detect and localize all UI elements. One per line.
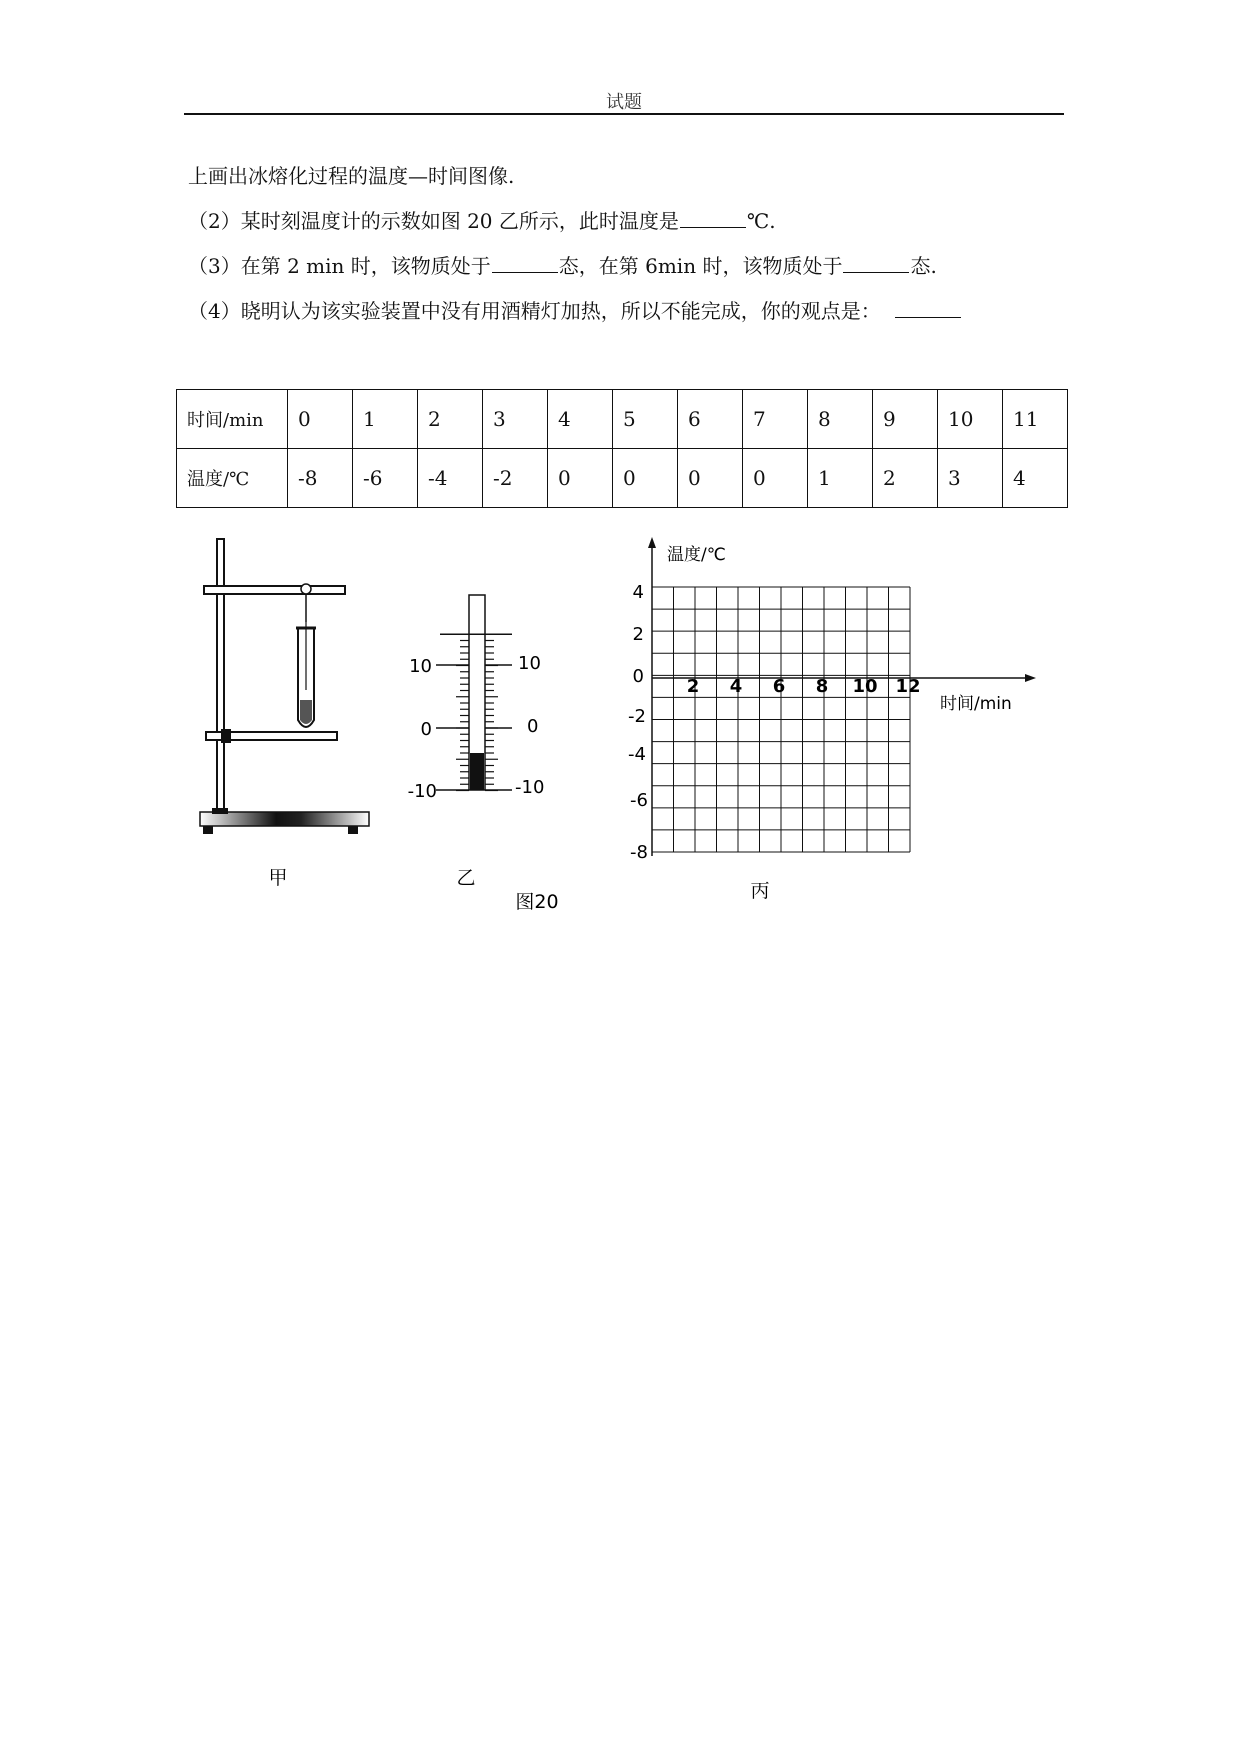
table-cell: -2 <box>483 449 548 508</box>
question-2-text: （2）某时刻温度计的示数如图 20 乙所示，此时温度是 <box>188 209 679 233</box>
clamp-knob <box>221 729 231 743</box>
table-cell: 6 <box>678 390 743 449</box>
thermo-label: -10 <box>407 781 437 802</box>
y-tick-label: -8 <box>630 842 648 863</box>
x-tick-label: 12 <box>895 676 921 697</box>
row-header-time: 时间/min <box>177 390 288 449</box>
table-cell: 4 <box>1003 449 1068 508</box>
y-tick-label: -4 <box>628 744 646 765</box>
x-tick-label: 8 <box>815 676 829 697</box>
data-table <box>176 389 1068 508</box>
thermo-label: 0 <box>527 716 539 737</box>
row-header-temp: 温度/℃ <box>177 449 288 508</box>
label-jia: 甲 <box>268 867 288 889</box>
header-rule <box>184 113 1064 115</box>
question-3 <box>188 250 937 279</box>
figure-caption: 图20 <box>515 891 559 913</box>
table-row-temp <box>177 449 1068 508</box>
figure-20 <box>0 520 1241 940</box>
y-tick-label: 0 <box>632 666 644 687</box>
thermometer <box>408 595 545 802</box>
question-2 <box>188 205 776 234</box>
table-cell: 0 <box>548 449 613 508</box>
question-2-unit: ℃. <box>746 209 776 233</box>
answer-blank[interactable] <box>492 254 558 273</box>
ice-sample <box>300 700 312 724</box>
answer-blank[interactable] <box>843 254 909 273</box>
thermo-label: 0 <box>420 719 432 740</box>
page-header: 试题 <box>606 92 642 113</box>
table-cell: 1 <box>808 449 873 508</box>
question-intro-text: 上画出冰熔化过程的温度—时间图像. <box>188 164 515 188</box>
table-cell: 0 <box>678 449 743 508</box>
question-3-text-a: （3）在第 2 min 时，该物质处于 <box>188 254 491 278</box>
question-intro <box>188 160 514 189</box>
table-cell: 4 <box>548 390 613 449</box>
thermo-label: -10 <box>515 777 545 798</box>
table-row-time <box>177 390 1068 449</box>
base-foot <box>348 826 358 834</box>
answer-blank[interactable] <box>895 299 961 318</box>
table-cell: 0 <box>288 390 353 449</box>
x-tick-label: 2 <box>686 676 700 697</box>
table-cell: 11 <box>1003 390 1068 449</box>
table-cell: -8 <box>288 449 353 508</box>
table-cell: -6 <box>353 449 418 508</box>
table-cell: 1 <box>353 390 418 449</box>
question-4-text: （4）晓明认为该实验装置中没有用酒精灯加热，所以不能完成，你的观点是： <box>188 299 881 323</box>
table-cell: 10 <box>938 390 1003 449</box>
table-cell: 2 <box>418 390 483 449</box>
base-foot <box>203 826 213 834</box>
y-tick-label: -6 <box>630 790 648 811</box>
table-cell: 8 <box>808 390 873 449</box>
graph-xlabel: 时间/min <box>940 694 1012 714</box>
table-cell: 0 <box>613 449 678 508</box>
thermo-label: 10 <box>409 656 432 677</box>
table-cell: 3 <box>483 390 548 449</box>
question-4 <box>188 295 962 324</box>
y-tick-label: 2 <box>632 624 644 645</box>
graph-grid <box>652 587 910 852</box>
y-axis-arrow <box>648 537 656 548</box>
x-tick-label: 10 <box>852 676 878 697</box>
upper-clamp-arm <box>204 586 345 594</box>
table-cell: 2 <box>873 449 938 508</box>
table-cell: 7 <box>743 390 808 449</box>
table-cell: 9 <box>873 390 938 449</box>
iron-stand-apparatus <box>200 539 369 834</box>
table-cell: -4 <box>418 449 483 508</box>
answer-blank[interactable] <box>680 209 746 228</box>
x-axis-arrow <box>1025 674 1036 682</box>
label-yi: 乙 <box>456 867 476 889</box>
y-tick-label: -2 <box>628 706 646 727</box>
table-cell: 5 <box>613 390 678 449</box>
graph-ylabel: 温度/℃ <box>667 545 726 565</box>
stand-rod <box>217 539 224 809</box>
question-3-text-b: 态，在第 6min 时，该物质处于 <box>558 254 843 278</box>
thermometer-liquid <box>470 753 484 790</box>
temperature-time-graph <box>628 537 1036 863</box>
question-3-text-c: 态. <box>910 254 937 278</box>
x-tick-label: 4 <box>729 676 743 697</box>
thermo-label: 10 <box>518 653 541 674</box>
table-cell: 0 <box>743 449 808 508</box>
hook-ring <box>301 584 311 594</box>
y-tick-label: 4 <box>632 582 644 603</box>
stand-base <box>200 812 369 826</box>
table-cell: 3 <box>938 449 1003 508</box>
x-tick-label: 6 <box>772 676 786 697</box>
label-bing: 丙 <box>750 880 770 902</box>
